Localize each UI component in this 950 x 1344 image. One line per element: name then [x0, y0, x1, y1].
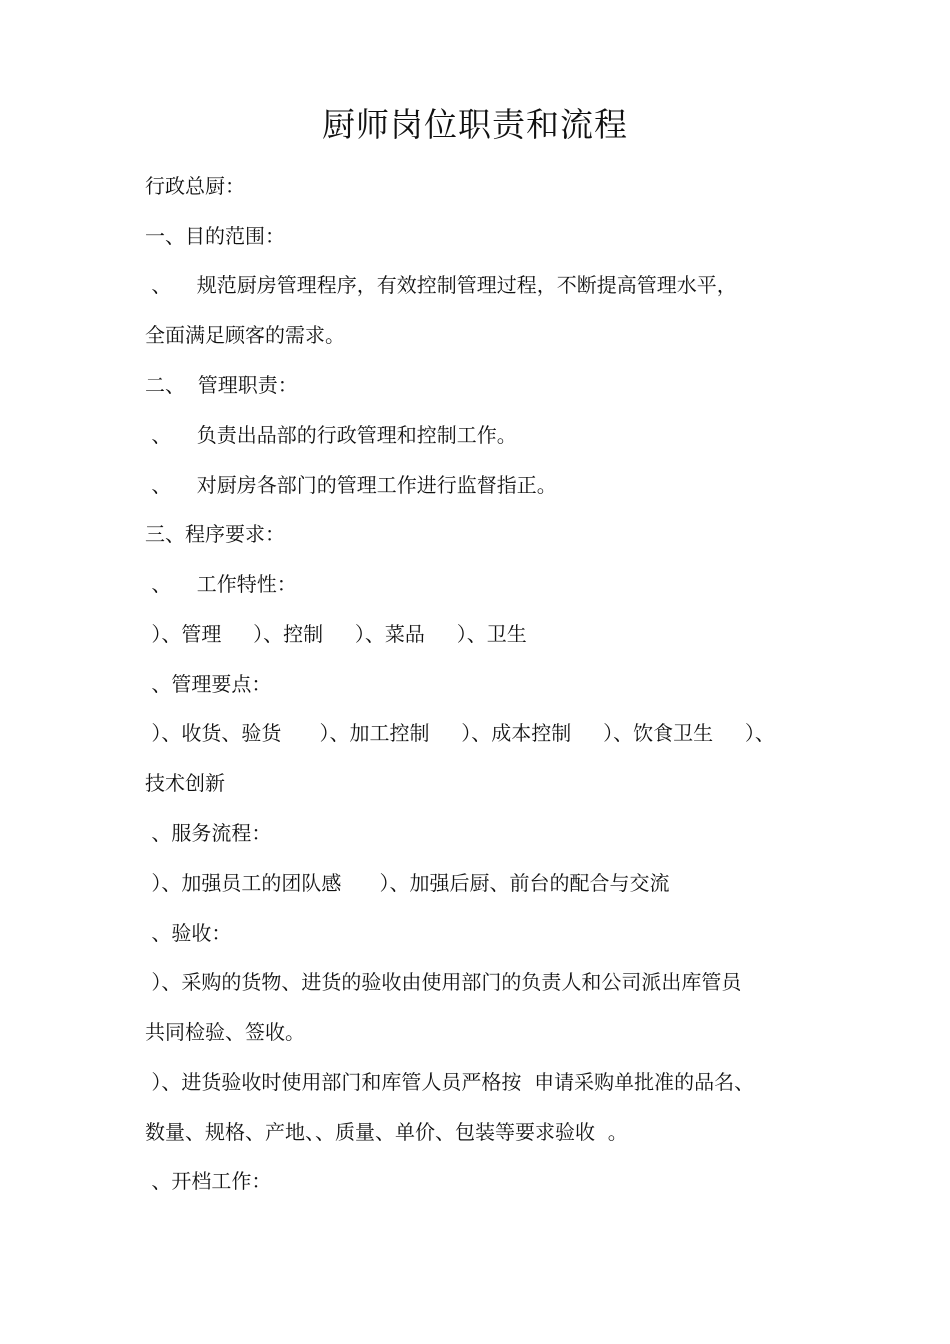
text-line: 、 对厨房各部门的管理工作进行监督指正。 [145, 473, 557, 497]
text-line: 、 工作特性： [145, 572, 297, 596]
text-line: 数量、规格、产地、、质量、单价、包装等要求验收 。 [145, 1120, 628, 1144]
text-line: ）、进货验收时使用部门和库管人员严格按 申请采购单批准的品名、 [145, 1070, 755, 1094]
text-line: 、管理要点： [145, 672, 272, 696]
text-line: 技术创新 [145, 771, 225, 795]
text-line: ）、收货、验货 ）、加工控制 ）、成本控制 ）、饮食卫生 ）、 [145, 721, 775, 745]
text-line: 、 负责出品部的行政管理和控制工作。 [145, 423, 517, 447]
page-title: 厨师岗位职责和流程 [322, 105, 628, 144]
text-line: 二、 管理职责： [145, 373, 298, 397]
text-line: 行政总厨： [145, 174, 245, 198]
text-line: ）、管理 ）、控制 ）、菜品 ）、卫生 [145, 622, 527, 646]
text-line: 共同检验、签收。 [145, 1020, 305, 1044]
text-line: ）、加强员工的团队感 ）、加强后厨、前台的配合与交流 [145, 871, 670, 895]
text-line: 三、程序要求： [145, 522, 285, 546]
text-line: 全面满足顾客的需求。 [145, 323, 345, 347]
text-line: 、开档工作： [145, 1169, 272, 1193]
text-line: ）、采购的货物、进货的验收由使用部门的负责人和公司派出库管员 [145, 970, 742, 994]
text-line: 、服务流程： [145, 821, 272, 845]
text-line: 、 规范厨房管理程序，有效控制管理过程，不断提高管理水平， [145, 273, 737, 297]
text-line: 一、目的范围： [145, 224, 285, 248]
text-line: 、验收： [145, 921, 232, 945]
